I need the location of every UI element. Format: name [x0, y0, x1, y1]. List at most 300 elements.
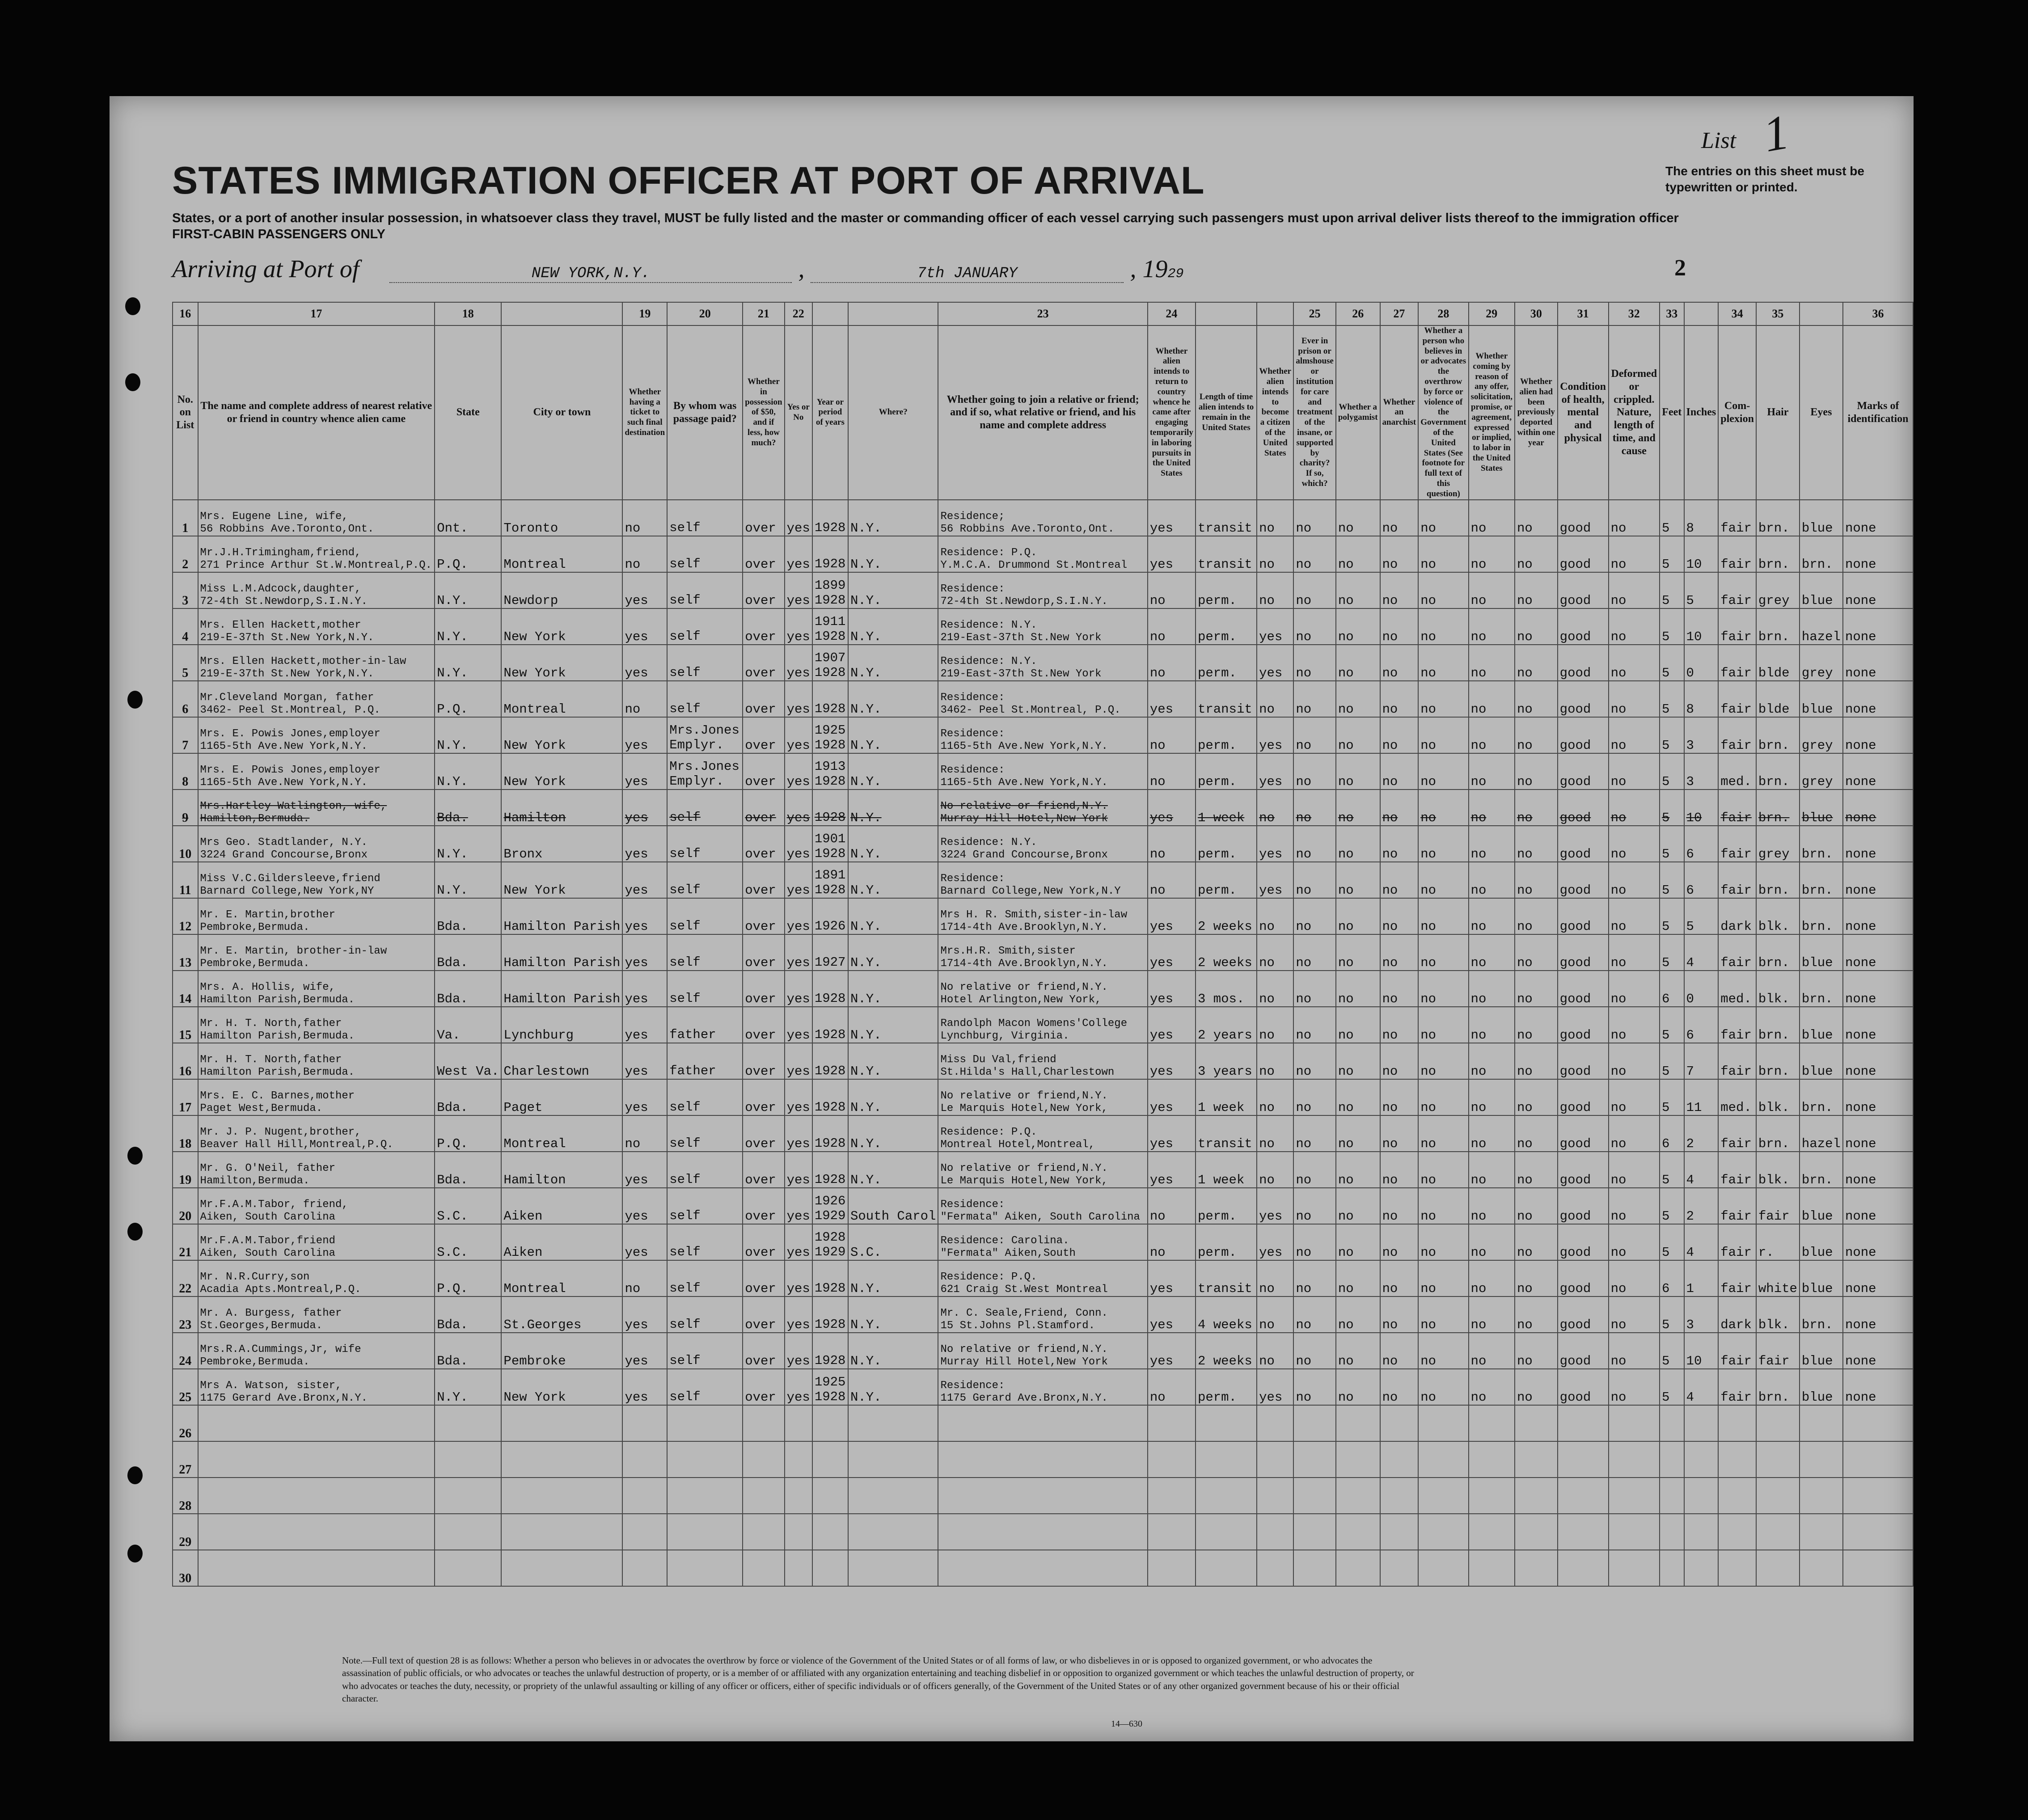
empty-cell: [1660, 1441, 1684, 1478]
marks-cell: none: [1843, 1043, 1913, 1079]
before-cell: yes: [785, 1007, 812, 1043]
polygamist-cell: no: [1336, 717, 1380, 753]
row-number: 7: [173, 717, 198, 753]
line-2: 1175 Gerard Ave.Bronx,N.Y.: [940, 1392, 1108, 1404]
ticket-cell: yes: [622, 1333, 667, 1369]
anarchist-cell: no: [1380, 862, 1419, 898]
complexion-cell: fair: [1718, 500, 1756, 536]
health-cell: good: [1558, 826, 1609, 862]
empty-cell: [1418, 1550, 1468, 1586]
empty-cell: [1558, 1514, 1609, 1550]
line-2: 72-4th St.Newdorp,S.I.N.Y.: [940, 595, 1108, 608]
table-row: [173, 1296, 1913, 1333]
line-2: self: [669, 557, 701, 572]
ticket-cell: no: [622, 1115, 667, 1152]
feet-cell: 5: [1660, 572, 1684, 608]
state-cell: P.Q.: [435, 1260, 501, 1296]
column-number-row: [173, 302, 1913, 325]
anarchist-cell: no: [1380, 1369, 1419, 1405]
join-cell: [938, 862, 1147, 898]
eyes-cell: blue: [1800, 681, 1843, 717]
anarchist-cell: no: [1380, 681, 1419, 717]
q28-cell: no: [1418, 1224, 1468, 1260]
return-cell: yes: [1148, 971, 1196, 1007]
line-1: Mr. C. Seale,Friend, Conn.: [940, 1307, 1108, 1320]
punch-hole: [127, 1466, 143, 1484]
empty-cell: [1196, 1478, 1257, 1514]
fifty-cell: over: [743, 826, 784, 862]
city-cell: Pembroke: [501, 1333, 622, 1369]
relative-cell: [198, 826, 435, 862]
line-2: self: [669, 1389, 701, 1405]
health-cell: good: [1558, 1115, 1609, 1152]
empty-cell: [1380, 1405, 1419, 1441]
health-cell: good: [1558, 862, 1609, 898]
return-cell: yes: [1148, 681, 1196, 717]
deformed-cell: no: [1609, 1079, 1660, 1115]
q28-cell: no: [1418, 1115, 1468, 1152]
empty-cell: [848, 1514, 938, 1550]
complexion-cell: med.: [1718, 971, 1756, 1007]
line-2: self: [669, 1172, 701, 1187]
deformed-cell: no: [1609, 862, 1660, 898]
q28-cell: no: [1418, 826, 1468, 862]
complexion-cell: fair: [1718, 1007, 1756, 1043]
marks-cell: none: [1843, 608, 1913, 645]
anarchist-cell: no: [1380, 826, 1419, 862]
polygamist-cell: no: [1336, 645, 1380, 681]
year-cell: [812, 608, 848, 645]
city-cell: Paget: [501, 1079, 622, 1115]
line-1: Residence:: [940, 764, 1005, 777]
column-number: [848, 302, 938, 325]
polygamist-cell: no: [1336, 826, 1380, 862]
passage-cell: [667, 500, 743, 536]
return-cell: yes: [1148, 898, 1196, 934]
hair-cell: brn.: [1756, 1369, 1800, 1405]
passage-cell: [667, 717, 743, 753]
punch-hole: [127, 1147, 143, 1165]
return-cell: yes: [1148, 1152, 1196, 1188]
hair-cell: r.: [1756, 1224, 1800, 1260]
empty-cell: [1196, 1441, 1257, 1478]
line-1: Residence;: [940, 511, 1005, 523]
join-cell: [938, 500, 1147, 536]
line-1: Miss Du Val,friend: [940, 1054, 1056, 1066]
return-cell: yes: [1148, 1296, 1196, 1333]
anarchist-cell: no: [1380, 1079, 1419, 1115]
length-cell: transit: [1196, 1260, 1257, 1296]
before-cell: yes: [785, 536, 812, 572]
line-2: self: [669, 520, 701, 536]
citizen-cell: no: [1257, 1152, 1293, 1188]
line-1: Mr. H. T. North,father: [200, 1018, 342, 1030]
where-cell: N.Y.: [848, 1115, 938, 1152]
empty-cell: [1558, 1478, 1609, 1514]
column-number: [501, 302, 622, 325]
before-cell: yes: [785, 1115, 812, 1152]
length-cell: perm.: [1196, 645, 1257, 681]
fifty-cell: over: [743, 1079, 784, 1115]
deformed-cell: no: [1609, 1188, 1660, 1224]
ticket-cell: yes: [622, 1188, 667, 1224]
empty-cell: [1257, 1405, 1293, 1441]
state-cell: Bda.: [435, 971, 501, 1007]
line-1: No relative or friend,N.Y.: [940, 1162, 1108, 1175]
ticket-cell: yes: [622, 1296, 667, 1333]
empty-cell: [1843, 1441, 1913, 1478]
q29-cell: no: [1469, 790, 1515, 826]
header-eyes: Eyes: [1800, 325, 1843, 500]
passage-cell: [667, 645, 743, 681]
deformed-cell: no: [1609, 500, 1660, 536]
line-1: No relative or friend,N.Y.: [940, 981, 1108, 994]
line-2: self: [669, 629, 701, 644]
empty-cell: [938, 1550, 1147, 1586]
length-cell: perm.: [1196, 1369, 1257, 1405]
column-number: 23: [938, 302, 1147, 325]
where-cell: N.Y.: [848, 1152, 938, 1188]
line-2: Hamilton,Bermuda.: [200, 1174, 310, 1187]
where-cell: N.Y.: [848, 645, 938, 681]
return-cell: yes: [1148, 500, 1196, 536]
line-2: St.Georges,Bermuda.: [200, 1319, 323, 1332]
state-cell: N.Y.: [435, 608, 501, 645]
before-cell: yes: [785, 1333, 812, 1369]
passage-cell: [667, 681, 743, 717]
empty-cell: [435, 1550, 501, 1586]
line-2: Barnard College,New York,NY: [200, 885, 374, 897]
row-number: 15: [173, 1007, 198, 1043]
empty-cell: [1684, 1550, 1719, 1586]
line-1: 1926: [814, 1193, 846, 1208]
column-number: 17: [198, 302, 435, 325]
empty-cell: [1718, 1478, 1756, 1514]
inches-cell: 2: [1684, 1115, 1719, 1152]
state-cell: N.Y.: [435, 1369, 501, 1405]
marks-cell: none: [1843, 753, 1913, 790]
where-cell: N.Y.: [848, 826, 938, 862]
q28-cell: no: [1418, 753, 1468, 790]
column-number: 25: [1293, 302, 1335, 325]
line-2: 219-E-37th St.New York,N.Y.: [200, 667, 374, 680]
line-1: Mrs. E. Powis Jones,employer: [200, 764, 380, 777]
empty-cell: [1469, 1441, 1515, 1478]
join-cell: [938, 1115, 1147, 1152]
deformed-cell: no: [1609, 645, 1660, 681]
row-number: 12: [173, 898, 198, 934]
column-number: 22: [785, 302, 812, 325]
eyes-cell: blue: [1800, 1369, 1843, 1405]
row-number: 29: [173, 1514, 198, 1550]
header-state: State: [435, 325, 501, 500]
state-cell: P.Q.: [435, 1115, 501, 1152]
line-2: Aiken, South Carolina: [200, 1247, 335, 1259]
empty-cell: [1660, 1514, 1684, 1550]
join-cell: [938, 898, 1147, 934]
line-1: Mr.F.A.M.Tabor,friend: [200, 1235, 335, 1247]
table-row: [173, 1079, 1913, 1115]
relative-cell: [198, 1296, 435, 1333]
complexion-cell: fair: [1718, 826, 1756, 862]
column-number: [812, 302, 848, 325]
fifty-cell: over: [743, 1007, 784, 1043]
hair-cell: brn.: [1756, 934, 1800, 971]
header-hair: Hair: [1756, 325, 1800, 500]
header-complexion: Com- plexion: [1718, 325, 1756, 500]
empty-cell: [1800, 1550, 1843, 1586]
line-2: 1928: [814, 593, 846, 608]
inches-cell: 0: [1684, 971, 1719, 1007]
empty-cell: [198, 1550, 435, 1586]
line-2: 3462- Peel St.Montreal, P.Q.: [940, 704, 1121, 716]
polygamist-cell: no: [1336, 934, 1380, 971]
polygamist-cell: no: [1336, 1260, 1380, 1296]
year-cell: [812, 1188, 848, 1224]
anarchist-cell: no: [1380, 753, 1419, 790]
complexion-cell: fair: [1718, 1152, 1756, 1188]
line-2: self: [669, 1136, 701, 1151]
header-inches: Inches: [1684, 325, 1719, 500]
health-cell: good: [1558, 1007, 1609, 1043]
header-polygamist: Whether a polygamist: [1336, 325, 1380, 500]
line-2: 219-East-37th St.New York: [940, 667, 1102, 680]
city-cell: New York: [501, 645, 622, 681]
polygamist-cell: no: [1336, 753, 1380, 790]
q29-cell: no: [1469, 898, 1515, 934]
column-number: 31: [1558, 302, 1609, 325]
deformed-cell: no: [1609, 934, 1660, 971]
inches-cell: 5: [1684, 572, 1719, 608]
empty-row: [173, 1478, 1913, 1514]
q28-cell: no: [1418, 717, 1468, 753]
fifty-cell: over: [743, 934, 784, 971]
marks-cell: none: [1843, 1007, 1913, 1043]
citizen-cell: yes: [1257, 717, 1293, 753]
empty-cell: [785, 1441, 812, 1478]
deformed-cell: no: [1609, 1043, 1660, 1079]
q29-cell: no: [1469, 862, 1515, 898]
empty-cell: [1257, 1514, 1293, 1550]
citizen-cell: yes: [1257, 1369, 1293, 1405]
line-1: Mr. E. Martin, brother-in-law: [200, 945, 387, 958]
anarchist-cell: no: [1380, 790, 1419, 826]
citizen-cell: no: [1257, 572, 1293, 608]
return-cell: yes: [1148, 536, 1196, 572]
line-2: 1928: [814, 1172, 846, 1187]
eyes-cell: blue: [1800, 1043, 1843, 1079]
feet-cell: 5: [1660, 1043, 1684, 1079]
line-1: Mrs H. R. Smith,sister-in-law: [940, 909, 1128, 921]
empty-cell: [1756, 1441, 1800, 1478]
empty-cell: [1293, 1405, 1335, 1441]
city-cell: Charlestown: [501, 1043, 622, 1079]
passage-cell: [667, 1043, 743, 1079]
column-number: 24: [1148, 302, 1196, 325]
line-2: 1928: [814, 1100, 846, 1115]
q28-cell: no: [1418, 608, 1468, 645]
before-cell: yes: [785, 1188, 812, 1224]
state-cell: N.Y.: [435, 717, 501, 753]
line-1: No relative or friend,N.Y.: [940, 1343, 1108, 1356]
ticket-cell: yes: [622, 934, 667, 971]
anarchist-cell: no: [1380, 608, 1419, 645]
return-cell: yes: [1148, 1260, 1196, 1296]
return-cell: yes: [1148, 934, 1196, 971]
passage-cell: [667, 1260, 743, 1296]
q30-cell: no: [1515, 1296, 1558, 1333]
eyes-cell: brn.: [1800, 1296, 1843, 1333]
return-cell: yes: [1148, 790, 1196, 826]
empty-cell: [1609, 1550, 1660, 1586]
citizen-cell: no: [1257, 934, 1293, 971]
passage-cell: [667, 826, 743, 862]
empty-cell: [1336, 1514, 1380, 1550]
passage-cell: [667, 1224, 743, 1260]
year-suffix: 29: [1167, 266, 1184, 282]
empty-cell: [785, 1405, 812, 1441]
line-1: Mrs A. Watson, sister,: [200, 1380, 342, 1392]
empty-cell: [1684, 1514, 1719, 1550]
return-cell: no: [1148, 862, 1196, 898]
eyes-cell: grey: [1800, 753, 1843, 790]
feet-cell: 5: [1660, 717, 1684, 753]
empty-row: [173, 1441, 1913, 1478]
q28-cell: no: [1418, 862, 1468, 898]
citizen-cell: yes: [1257, 862, 1293, 898]
q29-cell: no: [1469, 536, 1515, 572]
header-health: Condition of health, mental and physical: [1558, 325, 1609, 500]
marks-cell: none: [1843, 898, 1913, 934]
empty-cell: [785, 1550, 812, 1586]
health-cell: good: [1558, 1260, 1609, 1296]
line-1: Mrs.R.A.Cummings,Jr, wife: [200, 1343, 361, 1356]
row-number: 13: [173, 934, 198, 971]
empty-cell: [1756, 1405, 1800, 1441]
empty-cell: [848, 1405, 938, 1441]
eyes-cell: brn.: [1800, 536, 1843, 572]
empty-cell: [1558, 1405, 1609, 1441]
column-number: 20: [667, 302, 743, 325]
empty-cell: [1718, 1514, 1756, 1550]
row-number: 3: [173, 572, 198, 608]
line-2: Emplyr.: [669, 738, 724, 753]
prison-cell: no: [1293, 717, 1335, 753]
state-cell: Bda.: [435, 1296, 501, 1333]
feet-cell: 5: [1660, 1079, 1684, 1115]
line-2: Y.M.C.A. Drummond St.Montreal: [940, 559, 1128, 571]
relative-cell: [198, 1043, 435, 1079]
polygamist-cell: no: [1336, 608, 1380, 645]
feet-cell: 5: [1660, 645, 1684, 681]
health-cell: good: [1558, 790, 1609, 826]
empty-cell: [1418, 1405, 1468, 1441]
year-cell: [812, 1369, 848, 1405]
prison-cell: no: [1293, 934, 1335, 971]
deformed-cell: no: [1609, 717, 1660, 753]
fifty-cell: over: [743, 1369, 784, 1405]
empty-cell: [1515, 1478, 1558, 1514]
empty-cell: [1148, 1550, 1196, 1586]
fifty-cell: over: [743, 790, 784, 826]
feet-cell: 5: [1660, 1188, 1684, 1224]
relative-cell: [198, 971, 435, 1007]
year-cell: [812, 1296, 848, 1333]
inches-cell: 4: [1684, 1224, 1719, 1260]
sheet-number: 2: [1674, 255, 1686, 281]
empty-cell: [1469, 1550, 1515, 1586]
ticket-cell: yes: [622, 1224, 667, 1260]
line-1: Residence:: [940, 873, 1005, 885]
q29-cell: no: [1469, 645, 1515, 681]
q29-cell: no: [1469, 1369, 1515, 1405]
eyes-cell: brn.: [1800, 1152, 1843, 1188]
passage-cell: [667, 572, 743, 608]
column-number: 36: [1843, 302, 1913, 325]
inches-cell: 4: [1684, 934, 1719, 971]
citizen-cell: no: [1257, 790, 1293, 826]
line-2: 1928: [814, 1317, 846, 1332]
eyes-cell: brn.: [1800, 898, 1843, 934]
column-number: 30: [1515, 302, 1558, 325]
empty-cell: [1609, 1441, 1660, 1478]
inches-cell: 6: [1684, 1007, 1719, 1043]
line-2: self: [669, 1245, 701, 1260]
q30-cell: no: [1515, 1152, 1558, 1188]
row-number: 2: [173, 536, 198, 572]
header-marks: Marks of identification: [1843, 325, 1913, 500]
q28-cell: no: [1418, 536, 1468, 572]
polygamist-cell: no: [1336, 1043, 1380, 1079]
line-2: 1929: [814, 1208, 846, 1224]
citizen-cell: no: [1257, 898, 1293, 934]
q30-cell: no: [1515, 1333, 1558, 1369]
punch-hole: [125, 373, 140, 391]
deformed-cell: no: [1609, 898, 1660, 934]
before-cell: yes: [785, 681, 812, 717]
anarchist-cell: no: [1380, 1296, 1419, 1333]
line-2: self: [669, 701, 701, 717]
row-number: 1: [173, 500, 198, 536]
state-cell: Bda.: [435, 1333, 501, 1369]
line-2: 1928: [814, 1353, 846, 1368]
line-1: Mrs Geo. Stadtlander, N.Y.: [200, 836, 368, 849]
health-cell: good: [1558, 753, 1609, 790]
empty-cell: [1293, 1478, 1335, 1514]
where-cell: N.Y.: [848, 934, 938, 971]
empty-cell: [1558, 1550, 1609, 1586]
ticket-cell: yes: [622, 753, 667, 790]
relative-cell: [198, 645, 435, 681]
page-subtitle: [172, 210, 1692, 243]
fifty-cell: over: [743, 572, 784, 608]
city-cell: New York: [501, 753, 622, 790]
marks-cell: none: [1843, 1224, 1913, 1260]
empty-cell: [1660, 1550, 1684, 1586]
where-cell: South Carol: [848, 1188, 938, 1224]
hair-cell: blde: [1756, 645, 1800, 681]
prison-cell: no: [1293, 790, 1335, 826]
before-cell: yes: [785, 898, 812, 934]
marks-cell: none: [1843, 1369, 1913, 1405]
row-number: 22: [173, 1260, 198, 1296]
inches-cell: 3: [1684, 717, 1719, 753]
relative-cell: [198, 500, 435, 536]
return-cell: no: [1148, 1369, 1196, 1405]
feet-cell: 6: [1660, 1260, 1684, 1296]
complexion-cell: fair: [1718, 608, 1756, 645]
column-number: 18: [435, 302, 501, 325]
